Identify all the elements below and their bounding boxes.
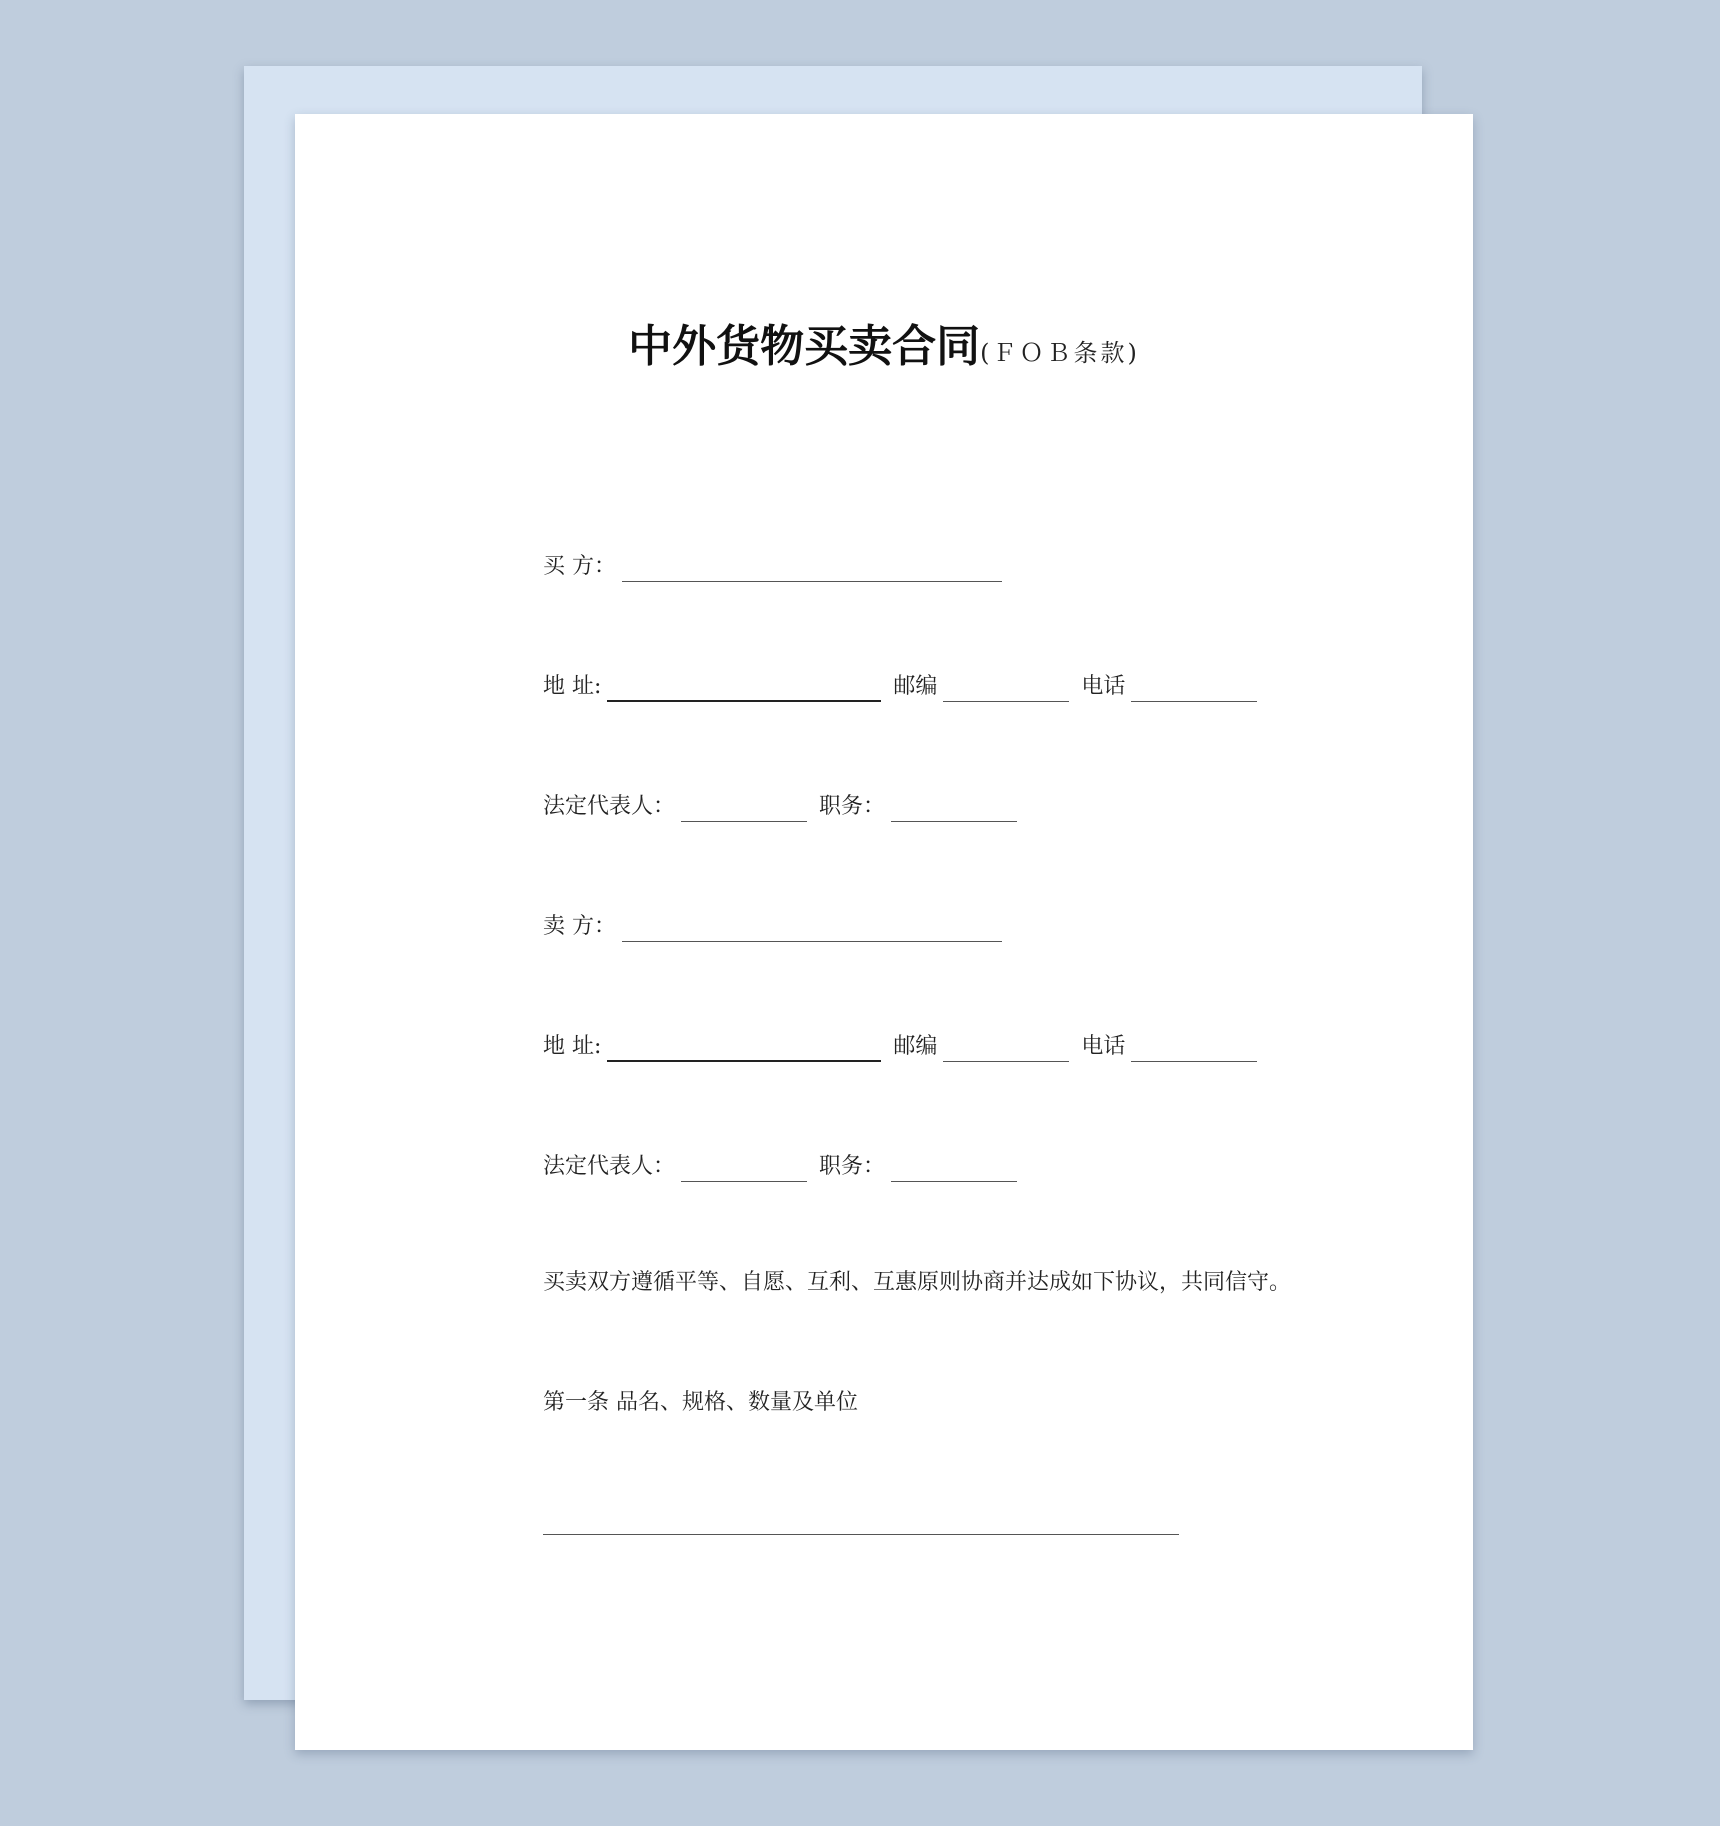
buyer-address-blank[interactable]: [607, 672, 881, 702]
seller-rep-blank[interactable]: [681, 1153, 807, 1182]
buyer-party-label: 买 方：: [543, 554, 616, 579]
seller-party-label: 卖 方：: [543, 914, 616, 939]
buyer-rep-blank[interactable]: [681, 793, 807, 822]
seller-address-blank[interactable]: [607, 1032, 881, 1062]
document-title: [295, 310, 1473, 374]
buyer-party-row: [543, 542, 1002, 582]
article-1-heading: 第一条 品名、规格、数量及单位: [543, 1390, 858, 1415]
seller-address-row: [543, 1022, 1257, 1062]
title-subtitle: (ＦＯＢ条款): [980, 339, 1140, 367]
buyer-phone-label: 电话: [1081, 674, 1126, 699]
buyer-position-label: 职务：: [819, 794, 886, 819]
seller-position-blank[interactable]: [891, 1153, 1017, 1182]
buyer-rep-row: [543, 782, 1017, 822]
contract-page: [295, 114, 1473, 1750]
buyer-position-blank[interactable]: [891, 793, 1017, 822]
seller-phone-label: 电话: [1081, 1034, 1126, 1059]
seller-rep-label: 法定代表人：: [543, 1154, 676, 1179]
seller-address-label: 地 址:: [543, 1034, 602, 1059]
article-1-blank-line[interactable]: [543, 1534, 1179, 1535]
seller-rep-row: [543, 1142, 1017, 1182]
buyer-postcode-blank[interactable]: [943, 673, 1069, 702]
buyer-phone-blank[interactable]: [1131, 673, 1257, 702]
seller-position-label: 职务：: [819, 1154, 886, 1179]
seller-name-blank[interactable]: [622, 913, 1002, 942]
seller-postcode-label: 邮编: [893, 1034, 938, 1059]
buyer-rep-label: 法定代表人：: [543, 794, 676, 819]
title-main: 中外货物买卖合同: [628, 321, 981, 372]
agreement-paragraph: 买卖双方遵循平等、自愿、互利、互惠原则协商并达成如下协议，共同信守。: [543, 1270, 1292, 1295]
buyer-postcode-label: 邮编: [893, 674, 938, 699]
buyer-address-label: 地 址:: [543, 674, 602, 699]
seller-phone-blank[interactable]: [1131, 1033, 1257, 1062]
buyer-address-row: [543, 662, 1257, 702]
seller-party-row: [543, 902, 1002, 942]
buyer-name-blank[interactable]: [622, 553, 1002, 582]
seller-postcode-blank[interactable]: [943, 1033, 1069, 1062]
